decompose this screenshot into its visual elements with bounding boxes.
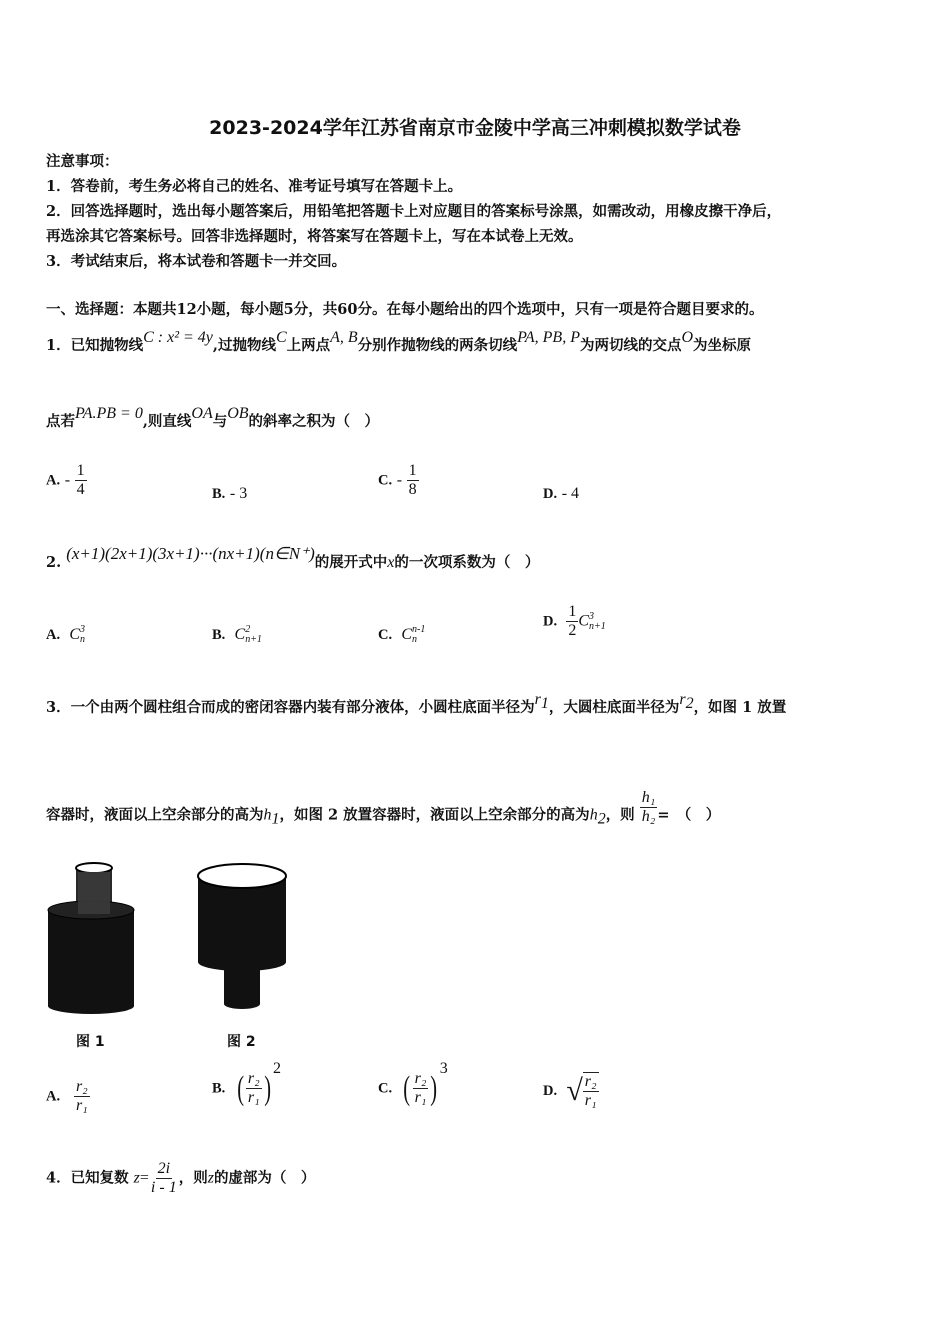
- q2-option-c[interactable]: C. C n-1 n: [378, 624, 426, 645]
- figure-2-label: 图 2: [227, 1034, 256, 1050]
- q1-option-c[interactable]: C. - $\frac{1}{8}$: [378, 462, 417, 498]
- notice-heading: 注意事项：: [46, 153, 119, 170]
- figure-1-label: 图 1: [76, 1034, 105, 1050]
- notice-item-2-cont: 再选涂其它答案标号。回答非选择题时，将答案写在答题卡上，写在本试卷上无效。: [46, 228, 583, 245]
- question-4: 4．已知复数 z= $\frac{2i}{i - 1}$ ，则z的虚部为（ ）: [46, 1160, 316, 1196]
- question-3-line-1: 3．一个由两个圆柱组合而成的密闭容器内装有部分液体，小圆柱底面半径为$r_1$，大圆柱底面半径为$r_2$，如图 1 放置: [46, 691, 787, 716]
- q3-option-a[interactable]: A. $\frac{\text{r₂}}{\text{r₁}}$: [46, 1078, 88, 1114]
- q2-option-b[interactable]: B. C 2 n+1: [212, 624, 262, 645]
- notice-item-3: 3．考试结束后，将本试卷和答题卡一并交回。: [46, 253, 347, 270]
- q2-option-a[interactable]: A. C 3 n: [46, 624, 85, 645]
- container-figures: [40, 858, 300, 1018]
- question-1-line-2: 点若PA.PB = 0,则直线OA与OB的斜率之积为（ ）: [46, 405, 380, 430]
- page-title: 2023-2024学年江苏省南京市金陵中学高三冲刺模拟数学试卷: [209, 117, 741, 139]
- q1-option-a[interactable]: A. - $\frac{1}{4}$: [46, 462, 85, 498]
- q3-option-c[interactable]: C. ( $\frac{\text{r₂}}{\text{r₁}}$ )$^3$: [378, 1059, 448, 1107]
- figure-1-container: [48, 863, 134, 1014]
- q1-option-d[interactable]: D. - 4: [543, 485, 580, 502]
- question-2: 2. (x+1)(2x+1)(3x+1)···(nx+1)(n∈N⁺)的展开式中x的一次项系数为（ ）: [46, 544, 540, 571]
- notice-item-1: 1．答卷前，考生务必将自己的姓名、准考证号填写在答题卡上。: [46, 178, 463, 195]
- question-3-line-2: 容器时，液面以上空余部分的高为$h_1$，如图 2 放置容器时，液面以上空余部分的高为$h_2$，则 $\frac{\text{h₁}}{\text{h₂}}$ = （ ）: [46, 789, 721, 828]
- q2-option-d[interactable]: D. $\frac{1}{2}$ C 3 n+1: [543, 603, 606, 639]
- notice-item-2: 2．回答选择题时，选出每小题答案后，用铅笔把答题卡上对应题目的答案标号涂黑，如需改动，用橡皮擦干净后，: [46, 203, 782, 220]
- figure-2-container: [198, 864, 286, 1009]
- section-heading: 一、选择题：本题共12小题，每小题5分，共60分。在每小题给出的四个选项中，只有一项是符合题目要求的。: [46, 301, 764, 318]
- q1-option-b[interactable]: B. - 3: [212, 485, 248, 502]
- q3-option-d[interactable]: D. √ $\frac{\text{r₂}}{\text{r₁}}$: [543, 1073, 597, 1109]
- question-1-line-1: 1．已知抛物线C : x² = 4y,过抛物线C上两点A, B分别作抛物线的两条切线PA, PB, P为两切线的交点O为坐标原: [46, 329, 752, 354]
- q3-option-b[interactable]: B. ( $\frac{\text{r₂}}{\text{r₁}}$ )$^2$: [212, 1059, 281, 1107]
